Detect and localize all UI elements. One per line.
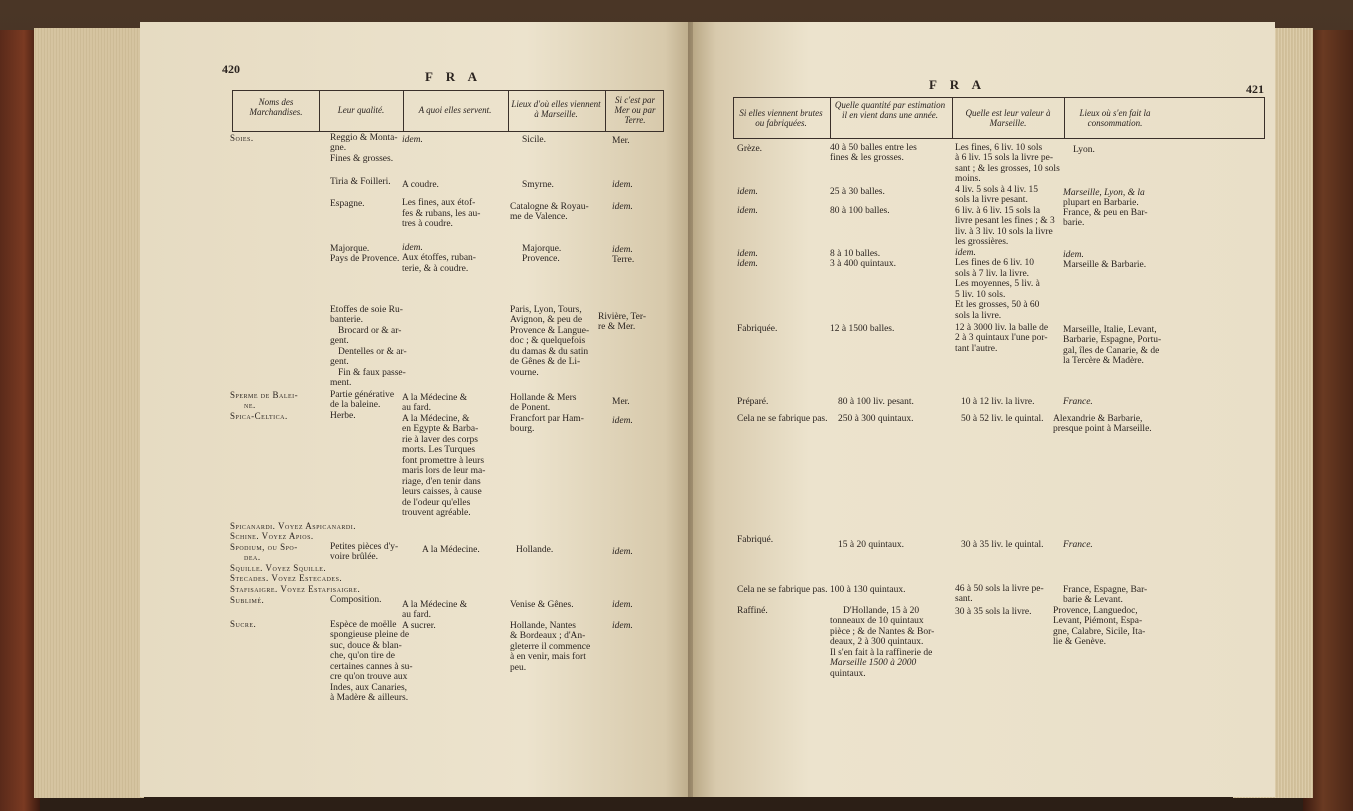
table-cell: France, & peu en Bar- <box>1063 208 1148 218</box>
table-cell: A la Médecine & <box>402 393 468 403</box>
table-cell: 5 liv. 10 sols. <box>955 290 1006 300</box>
table-cell: Tiria & Foilleri. <box>330 177 391 187</box>
table-cell: cre qu'on trouve aux <box>330 672 408 682</box>
table-cell: Terre. <box>612 255 635 265</box>
table-cell: pièce ; & de Nantes & Bor- <box>830 627 935 637</box>
table-cell: gal, îles de Canarie, & de <box>1063 346 1160 356</box>
table-cell: trouvent agréable. <box>402 508 471 518</box>
header-col-use: A quoi elles servent. <box>418 105 492 115</box>
running-head: F R A <box>425 69 483 84</box>
table-cell: peu. <box>510 663 527 673</box>
table-cell: idem. <box>737 206 758 216</box>
table-cell: A la Médecine & <box>402 600 468 610</box>
table-cell: 12 à 1500 balles. <box>830 324 895 334</box>
table-cell: Il s'en fait à la raffinerie de <box>830 648 933 658</box>
table-cell: idem. <box>612 202 633 212</box>
table-cell: Partie générative <box>330 390 395 400</box>
entry-name: Soies. <box>230 133 254 143</box>
table-cell: idem. <box>737 259 758 269</box>
table-cell: 50 à 52 liv. le quintal. <box>961 414 1044 424</box>
table-cell: Petites pièces d'y- <box>330 542 399 552</box>
table-cell: Majorque. <box>330 244 370 254</box>
table-cell: banterie. <box>330 315 363 325</box>
table-cell: fes & rubans, les au- <box>402 209 481 219</box>
table-cell: France. <box>1063 540 1093 550</box>
table-cell: de Gênes & de Li- <box>510 357 581 367</box>
table-cell: me de Valence. <box>510 212 568 222</box>
table-cell: 40 à 50 balles entre les <box>830 143 917 153</box>
table-cell: riage, d'en tenir dans <box>402 477 481 487</box>
header-col-origin: Lieux d'où elles viennent à Marseille. <box>511 99 601 119</box>
table-cell: à en venir, mais fort <box>510 652 586 662</box>
table-cell: idem. <box>955 248 976 258</box>
page-number: 421 <box>1246 82 1264 96</box>
table-cell: Marseille & Barbarie. <box>1063 260 1147 270</box>
table-cell: 12 à 3000 liv. la balle de <box>955 323 1049 333</box>
table-cell: leurs caisses, à cause <box>402 487 482 497</box>
table-cell: Les fines, 6 liv. 10 sols <box>955 143 1043 153</box>
table-cell: la Tercère & Madère. <box>1063 356 1144 366</box>
table-cell: bourg. <box>510 424 535 434</box>
table-cell: Paris, Lyon, Tours, <box>510 305 582 315</box>
table-cell: plupart en Barbarie. <box>1063 198 1139 208</box>
entry-name: Spica-Celtica. <box>230 411 288 421</box>
table-cell: certaines cannes à su- <box>330 662 413 672</box>
table-cell: terie, & à coudre. <box>402 264 469 274</box>
table-cell: Marseille, Lyon, & la <box>1063 188 1145 198</box>
table-cell: voire brûlée. <box>330 552 379 562</box>
table-cell: tant l'autre. <box>955 344 998 354</box>
header-col-consumption: Lieux où s'en fait la consommation. <box>1079 108 1151 128</box>
page-number: 420 <box>222 62 240 76</box>
table-cell: idem. <box>737 187 758 197</box>
left-page <box>140 22 693 797</box>
table-cell: Catalogne & Royau- <box>510 202 589 212</box>
table-cell: Fines & grosses. <box>330 154 394 164</box>
table-cell: deaux, 2 à 300 quintaux. <box>830 637 924 647</box>
table-cell: idem. <box>612 180 633 190</box>
table-cell: au fard. <box>402 610 432 620</box>
table-cell: idem. <box>612 621 633 631</box>
table-cell: France, Espagne, Bar- <box>1063 585 1148 595</box>
table-cell: vourne. <box>510 368 539 378</box>
table-cell: 25 à 30 balles. <box>830 187 885 197</box>
table-cell: 30 à 35 sols la livre. <box>955 607 1032 617</box>
entry-name: Sucre. <box>230 619 257 629</box>
table-cell: sant ; & les grosses, 10 sols <box>955 164 1060 174</box>
table-cell: Cela ne se fabrique pas. <box>737 414 828 424</box>
table-cell: Dentelles or & ar- <box>338 347 407 357</box>
table-cell: Herbe. <box>330 411 356 421</box>
table-cell: font promettre à leurs <box>402 456 485 466</box>
table-cell: Les fines, aux étof- <box>402 198 476 208</box>
table-cell: idem. <box>402 135 423 145</box>
table-cell: de Ponent. <box>510 403 551 413</box>
header-col-names: Noms des Marchandises. <box>249 97 303 117</box>
table-cell: Majorque. <box>522 244 562 254</box>
table-cell: Espèce de moëlle <box>330 620 397 630</box>
header-col-route: Si c'est par Mer ou par Terre. <box>614 95 656 125</box>
table-cell: fines & les grosses. <box>830 153 904 163</box>
table-cell: 46 à 50 sols la livre pe- <box>955 584 1044 594</box>
table-cell: Provence. <box>522 254 560 264</box>
table-cell: Les fines de 6 liv. 10 <box>955 258 1035 268</box>
table-cell: Smyrne. <box>522 180 554 190</box>
table-cell: Reggio & Monta- <box>330 133 398 143</box>
table-cell: Grèze. <box>737 144 763 154</box>
table-cell: Raffiné. <box>737 606 768 616</box>
table-cell: du damas & du satin <box>510 347 589 357</box>
table-header <box>232 90 664 132</box>
entry-name: Sperme de Balei- <box>230 390 299 400</box>
table-cell: sols à 7 liv. la livre. <box>955 269 1030 279</box>
table-cell: sols la livre pesant. <box>955 195 1028 205</box>
table-cell: spongieuse pleine de <box>330 630 410 640</box>
table-cell: 30 à 35 liv. le quintal. <box>961 540 1044 550</box>
table-cell: idem. <box>1063 250 1084 260</box>
cross-reference: Schine. Voyez Apios. <box>230 531 314 541</box>
table-cell: à Madère & ailleurs. <box>330 693 409 703</box>
table-cell: idem. <box>612 547 633 557</box>
header-col-value: Quelle est leur valeur à Marseille. <box>965 108 1051 128</box>
table-cell: de la baleine. <box>330 400 381 410</box>
cross-reference: Stecades. Voyez Estecades. <box>230 573 343 583</box>
table-cell: Fabriquée. <box>737 324 778 334</box>
table-cell: liv. à 3 liv. 10 sols la livre <box>955 227 1053 237</box>
table-cell: au fard. <box>402 403 432 413</box>
table-cell: Fin & faux passe- <box>338 368 406 378</box>
table-cell: barie. <box>1063 218 1085 228</box>
table-cell: Et les grosses, 50 à 60 <box>955 300 1040 310</box>
table-cell: gne, Calabre, Sicile, Ita- <box>1053 627 1146 637</box>
table-cell: gent. <box>330 357 349 367</box>
table-cell: Brocard or & ar- <box>338 326 402 336</box>
table-cell: morts. Les Turques <box>402 445 476 455</box>
table-cell: 250 à 300 quintaux. <box>838 414 914 424</box>
table-cell: Mer. <box>612 397 630 407</box>
table-cell: A la Médecine. <box>422 545 480 555</box>
table-cell: Provence & Langue- <box>510 326 590 336</box>
table-cell: Etoffes de soie Ru- <box>330 305 403 315</box>
table-cell: moins. <box>955 174 981 184</box>
table-cell: 80 à 100 balles. <box>830 206 890 216</box>
entry-name: Spodium, ou Spo- <box>230 542 298 552</box>
table-cell: Levant, Piémont, Espa- <box>1053 616 1143 626</box>
table-cell: idem. <box>612 245 633 255</box>
table-cell: Avignon, & peu de <box>510 315 583 325</box>
table-cell: presque point à Marseille. <box>1053 424 1152 434</box>
table-cell: en Egypte & Barba- <box>402 424 479 434</box>
cross-reference: Stafisaigre. Voyez Estafisaigre. <box>230 584 361 594</box>
table-cell: idem. <box>402 243 423 253</box>
table-cell: & Bordeaux ; d'An- <box>510 631 586 641</box>
table-cell: Aux étoffes, ruban- <box>402 253 476 263</box>
header-col-state: Si elles viennent brutes ou fabriquées. <box>739 108 823 128</box>
table-cell: 3 à 400 quintaux. <box>830 259 896 269</box>
header-col-quality: Leur qualité. <box>337 105 385 115</box>
table-cell: Francfort par Ham- <box>510 414 584 424</box>
running-head: F R A <box>929 77 987 92</box>
table-cell: idem. <box>612 600 633 610</box>
table-cell: Hollande & Mers <box>510 393 577 403</box>
table-cell: 15 à 20 quintaux. <box>838 540 904 550</box>
table-cell: ment. <box>330 378 352 388</box>
header-col-quantity: Quelle quantité par estimation il en vient dans une année. <box>834 100 946 120</box>
table-cell: tonneaux de 10 quintaux <box>830 616 924 626</box>
table-cell: Provence, Languedoc, <box>1053 606 1138 616</box>
table-cell: Sicile. <box>522 135 547 145</box>
table-cell: tres à coudre. <box>402 219 453 229</box>
table-cell: Hollande, Nantes <box>510 621 576 631</box>
table-cell: sant. <box>955 594 973 604</box>
table-cell: che, qu'on tire de <box>330 651 396 661</box>
table-cell: 8 à 10 balles. <box>830 249 881 259</box>
table-cell: idem. <box>612 416 633 426</box>
table-cell: Préparé. <box>737 397 769 407</box>
table-cell: Mer. <box>612 136 630 146</box>
table-cell: Pays de Provence. <box>330 254 400 264</box>
table-cell: gne. <box>330 143 347 153</box>
table-cell: 80 à 100 liv. pesant. <box>838 397 914 407</box>
table-cell: Lyon. <box>1073 145 1095 155</box>
table-cell: les grossières. <box>955 237 1009 247</box>
table-cell: 100 à 130 quintaux. <box>830 585 906 595</box>
table-cell: Rivière, Ter- <box>598 312 647 322</box>
table-cell: livre pesant les fines ; & 3 <box>955 216 1055 226</box>
right-page <box>693 22 1275 797</box>
table-cell: maris lors de leur ma- <box>402 466 486 476</box>
table-cell: gent. <box>330 336 349 346</box>
cross-reference: Spicanardi. Voyez Aspicanardi. <box>230 521 357 531</box>
table-cell: Barbarie, Espagne, Portu- <box>1063 335 1162 345</box>
table-cell: Cela ne se fabrique pas. <box>737 585 828 595</box>
cross-reference: Squille. Voyez Squille. <box>230 563 327 573</box>
table-cell: A coudre. <box>402 180 439 190</box>
table-cell: D'Hollande, 15 à 20 <box>843 606 920 616</box>
table-cell: France. <box>1063 397 1093 407</box>
table-cell: rie à laver des corps <box>402 435 478 445</box>
table-cell: Marseille 1500 à 2000 <box>830 658 917 668</box>
table-cell: quintaux. <box>830 669 866 679</box>
table-cell: 2 à 3 quintaux l'une por- <box>955 333 1048 343</box>
entry-name: dea. <box>244 552 261 562</box>
table-header <box>733 97 1265 139</box>
table-cell: de l'odeur qu'elles <box>402 498 471 508</box>
table-cell: sols la livre. <box>955 311 1002 321</box>
entry-name: ne. <box>244 400 256 410</box>
table-cell: Composition. <box>330 595 382 605</box>
table-cell: Les moyennes, 5 liv. à <box>955 279 1040 289</box>
table-cell: suc, douce & blan- <box>330 641 402 651</box>
table-cell: doc ; & quelquefois <box>510 336 586 346</box>
table-cell: barie & Levant. <box>1063 595 1123 605</box>
table-cell: Alexandrie & Barbarie, <box>1053 414 1143 424</box>
table-cell: 4 liv. 5 sols à 4 liv. 15 <box>955 185 1038 195</box>
table-cell: 6 liv. à 6 liv. 15 sols la <box>955 206 1041 216</box>
table-cell: re & Mer. <box>598 322 636 332</box>
table-cell: A sucrer. <box>402 621 436 631</box>
table-cell: idem. <box>737 249 758 259</box>
table-cell: Hollande. <box>516 545 554 555</box>
table-cell: Espagne. <box>330 199 365 209</box>
table-cell: Fabriqué. <box>737 535 774 545</box>
table-cell: Marseille, Italie, Levant, <box>1063 325 1157 335</box>
table-cell: 10 à 12 liv. la livre. <box>961 397 1035 407</box>
table-cell: gleterre il commence <box>510 642 591 652</box>
table-cell: lie & Genève. <box>1053 637 1107 647</box>
entry-name: Sublimé. <box>230 595 265 605</box>
left-page-edges <box>34 28 144 798</box>
table-cell: à 6 liv. 15 sols la livre pe- <box>955 153 1054 163</box>
table-cell: Venise & Gênes. <box>510 600 574 610</box>
table-cell: A la Médecine, & <box>402 414 470 424</box>
table-cell: Indes, aux Canaries, <box>330 683 408 693</box>
